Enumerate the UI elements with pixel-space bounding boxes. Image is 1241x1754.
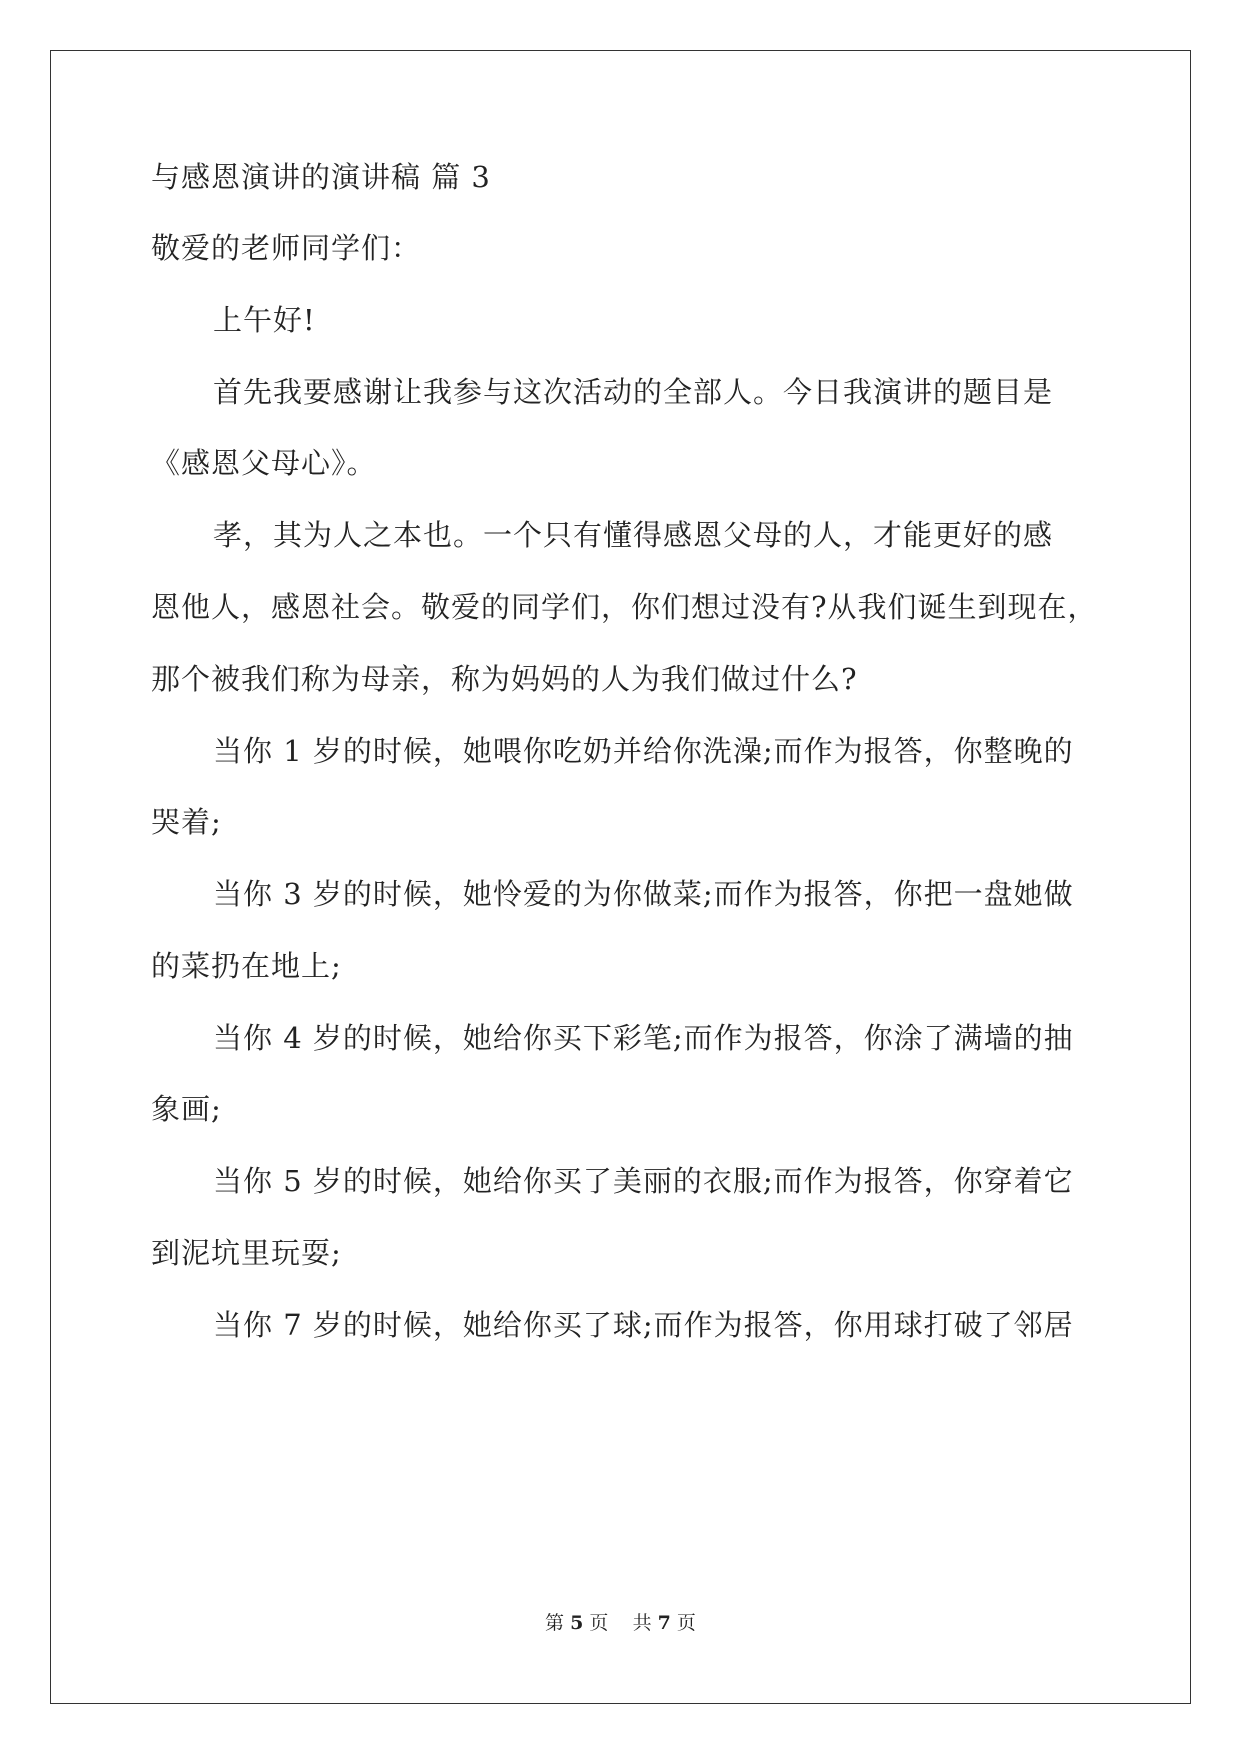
greeting: 上午好! (213, 303, 316, 337)
paragraph-line: 当你 5 岁的时候，她给你买了美丽的衣服;而作为报答，你穿着它 (213, 1164, 1074, 1198)
page-suffix: 页 (589, 1612, 609, 1634)
paragraph-line: 孝，其为人之本也。一个只有懂得感恩父母的人，才能更好的感 (213, 518, 1054, 552)
paragraph-line: 到泥坑里玩耍; (151, 1236, 342, 1270)
paragraph-line: 当你 4 岁的时候，她给你买下彩笔;而作为报答，你涂了满墙的抽 (213, 1021, 1074, 1055)
total-suffix: 页 (676, 1612, 696, 1634)
paragraph-line: 的菜扔在地上; (151, 949, 342, 983)
salutation: 敬爱的老师同学们： (151, 231, 422, 265)
paragraph-line: 象画; (151, 1092, 222, 1126)
page-current: 5 (570, 1612, 584, 1634)
paragraph-line: 当你 3 岁的时候，她怜爱的为你做菜;而作为报答，你把一盘她做 (213, 877, 1074, 911)
paragraph-line: 首先我要感谢让我参与这次活动的全部人。今日我演讲的题目是 (213, 375, 1054, 409)
paragraph-line: 那个被我们称为母亲，称为妈妈的人为我们做过什么? (151, 662, 858, 696)
paragraph-line: 当你 1 岁的时候，她喂你吃奶并给你洗澡;而作为报答，你整晚的 (213, 734, 1074, 768)
section-heading: 与感恩演讲的演讲稿 篇 3 (151, 160, 491, 194)
paragraph-line: 《感恩父母心》。 (151, 446, 377, 480)
paragraph-line: 恩他人，感恩社会。敬爱的同学们，你们想过没有?从我们诞生到现在， (151, 590, 1098, 624)
paragraph-line: 当你 7 岁的时候，她给你买了球;而作为报答，你用球打破了邻居 (213, 1308, 1074, 1342)
page-footer (0, 1611, 1241, 1635)
paragraph-line: 哭着; (151, 805, 222, 839)
page-prefix: 第 (545, 1612, 565, 1634)
total-prefix: 共 (632, 1612, 652, 1634)
page-total: 7 (657, 1612, 671, 1634)
